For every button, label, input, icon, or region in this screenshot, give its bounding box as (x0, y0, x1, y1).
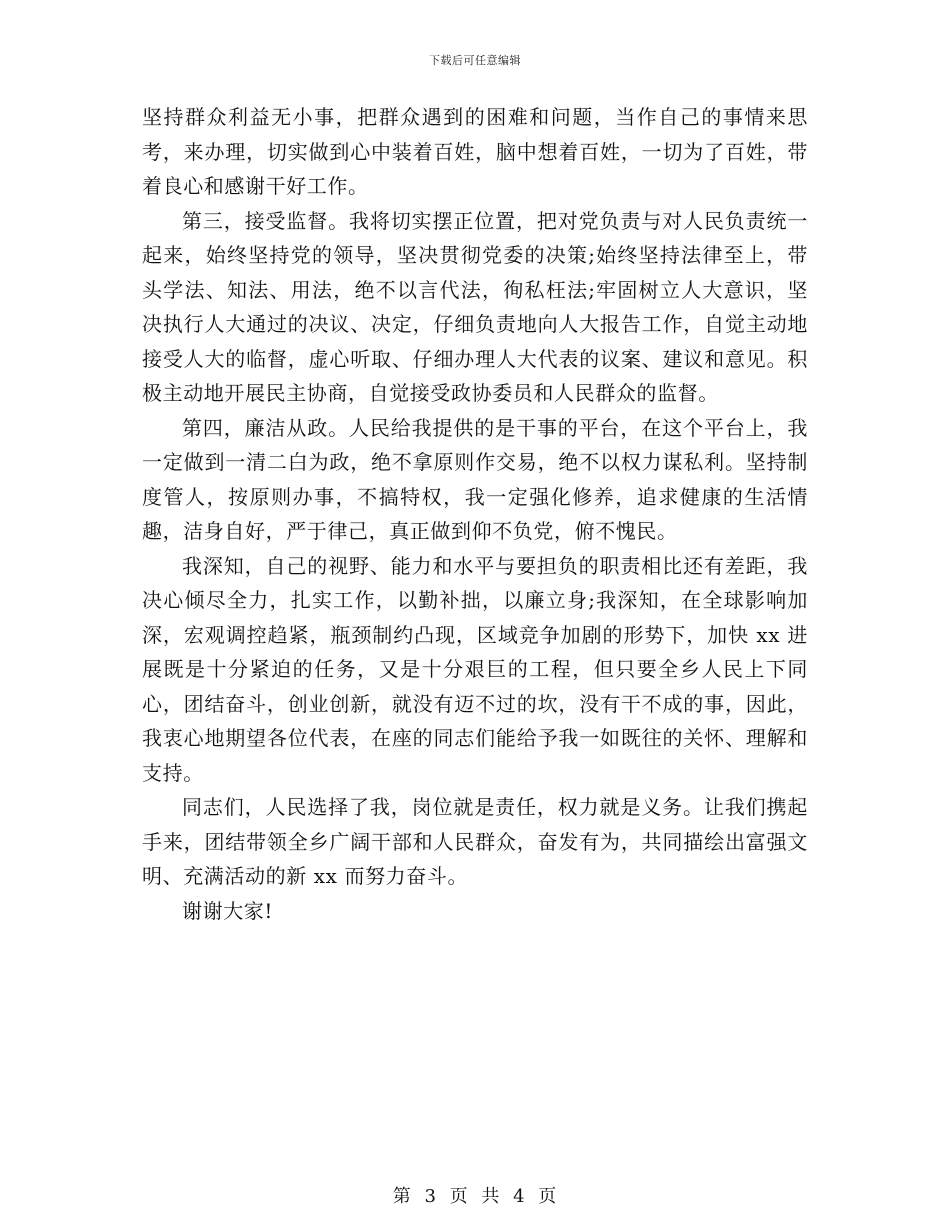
paragraph-supervision: 第三，接受监督。我将切实摆正位置，把对党负责与对人民负责统一起来，始终坚持党的领导，坚决贯彻党委的决策;始终坚持法律至上，带头学法、知法、用法，绝不以言代法，徇私枉法;牢固树立人大意识，坚决执行人大通过的决议、决定，仔细负责地向人大报告工作，自觉主动地接受人大的临督，虚心听取、仔细办理人大代表的议案、建议和意见。积极主动地开展民主协商，自觉接受政协委员和人民群众的监督。 (142, 208, 808, 405)
paragraph-self-awareness: 我深知，自己的视野、能力和水平与要担负的职责相比还有差距，我决心倾尽全力，扎实工作，以勤补拙，以廉立身;我深知，在全球影响加深，宏观调控趋紧，瓶颈制约凸现，区域竞争加剧的形势下，加快 xx 进展既是十分紧迫的任务，又是十分艰巨的工程，但只要全乡人民上下同心，团结奋斗，创业创新，就没有迈不过的坎，没有干不成的事，因此，我衷心地期望各位代表，在座的同志们能给予我一如既往的关怀、理解和支持。 (142, 553, 808, 785)
page-number-footer: 第 3 页 共 4 页 (392, 1186, 558, 1207)
paragraph-integrity: 第四，廉洁从政。人民给我提供的是干事的平台，在这个平台上，我一定做到一清二白为政，绝不拿原则作交易，绝不以权力谋私利。坚持制度管人，按原则办事，不搞特权，我一定强化修养，追求健康的生活情趣，洁身自好，严于律己，真正做到仰不负党，俯不愧民。 (142, 415, 808, 543)
paragraph-call-to-action: 同志们，人民选择了我，岗位就是责任，权力就是义务。让我们携起手来，团结带领全乡广阔干部和人民群众，奋发有为，共同描绘出富强文明、充满活动的新 xx 而努力奋斗。 (142, 795, 808, 888)
paragraph-thanks: 谢谢大家! (182, 898, 274, 923)
paragraph-continuation: 坚持群众利益无小事，把群众遇到的困难和问题，当作自己的事情来思考，来办理，切实做到心中装着百姓，脑中想着百姓，一切为了百姓，带着良心和感谢干好工作。 (142, 105, 808, 198)
document-body (142, 100, 808, 928)
page-header: 下载后可任意编辑 (429, 54, 521, 67)
